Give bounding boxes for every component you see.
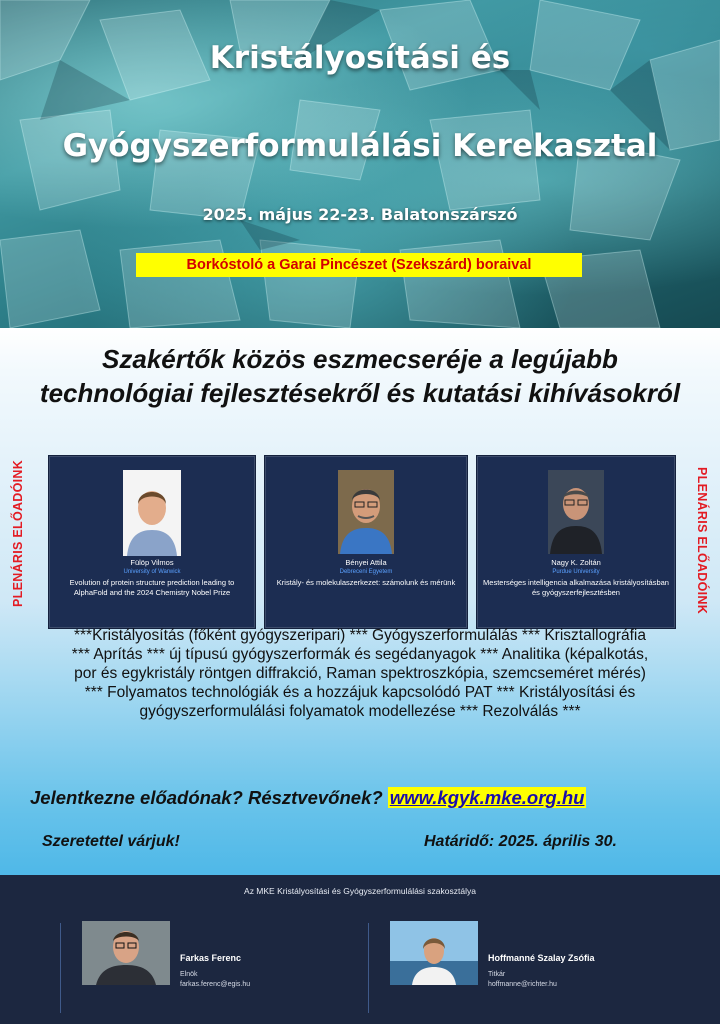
keyword-line: ***Kristályosítás (főként gyógyszeripari) *** Gyógyszerformulálás *** Krisztallográfia [73, 627, 646, 644]
organizer-footer [0, 875, 720, 1024]
keyword-line: *** Folyamatos technológiák és a hozzájuk kapcsolódó PAT *** Kristályosítási és [84, 684, 636, 701]
contact-email[interactable]: farkas.ferenc@egis.hu [180, 981, 251, 988]
speaker-talk-title: Kristály- és molekulaszerkezet: számolunk és mérünk [276, 578, 456, 587]
contact-role: Elnök [180, 971, 198, 978]
speaker-affiliation: Purdue University [552, 569, 600, 575]
speaker-photo [548, 470, 604, 554]
divider [60, 923, 61, 1013]
welcome-text: Szeretettel várjuk! [42, 833, 180, 850]
contact-name: Hoffmanné Szalay Zsófia [488, 953, 595, 963]
contact-photo [390, 921, 478, 985]
keyword-line: por és egykristály röntgen diffrakció, Raman spektroszkópia, szemcseméret mérés) [74, 665, 646, 682]
subtitle-line2: technológiai fejlesztésekről és kutatási kihívásokról [39, 378, 681, 408]
speaker-talk-title: Mesterséges intelligencia alkalmazása kristályosításban és gyógyszerfejlesztésben [483, 578, 669, 597]
speaker-name: Nagy K. Zoltán [551, 558, 601, 567]
speaker-name: Fülöp Vilmos [130, 558, 174, 567]
cta-question: Jelentkezne előadónak? Résztvevőnek? [30, 787, 383, 808]
speaker-affiliation: University of Warwick [123, 569, 181, 575]
speaker-card [476, 455, 676, 629]
keyword-line: gyógyszerformulálási folyamatok modellezése *** Rezolválás *** [139, 703, 581, 720]
event-title-line2: Gyógyszerformulálási Kerekasztal [62, 128, 658, 164]
plenary-label-left: PLENÁRIS ELŐADÓINK [11, 459, 25, 607]
hero-banner [0, 0, 720, 328]
wine-tasting-banner: Borkóstoló a Garai Pincészet (Szekszárd) boraival [136, 253, 582, 277]
plenary-label-right: PLENÁRIS ELŐADÓINK [695, 467, 709, 615]
speaker-name: Bényei Attila [345, 558, 387, 567]
contact-email[interactable]: hoffmanne@richter.hu [488, 981, 557, 988]
footer-title: Az MKE Kristályosítási és Gyógyszerformulálási szakosztálya [244, 886, 476, 896]
speaker-photo [338, 470, 394, 554]
divider [368, 923, 369, 1013]
call-to-action [30, 787, 586, 809]
contact-role: Titkár [488, 971, 506, 978]
event-subtitle [0, 342, 720, 410]
registration-link[interactable]: www.kgyk.mke.org.hu [389, 787, 585, 808]
speaker-affiliation: Debreceni Egyetem [339, 569, 393, 575]
speaker-photo [123, 470, 181, 556]
event-date-place: 2025. május 22-23. Balatonszárszó [202, 205, 518, 224]
deadline-text: Határidő: 2025. április 30. [424, 833, 617, 850]
main-section [0, 328, 720, 875]
contact-photo [82, 921, 170, 985]
contact-name: Farkas Ferenc [180, 953, 242, 963]
topic-keywords [0, 626, 720, 721]
speaker-card [48, 455, 256, 629]
subtitle-line1: Szakértők közös eszmecseréje a legújabb [102, 344, 618, 374]
speaker-card [264, 455, 468, 629]
event-title-line1: Kristályosítási és [209, 40, 511, 76]
speaker-talk-title: Evolution of protein structure prediction leading to AlphaFold and the 2024 Chemistry Nobel Prize [69, 578, 235, 597]
keyword-line: *** Aprítás *** új típusú gyógyszerformák és segédanyagok *** Analitika (képalkotás, [71, 646, 649, 663]
